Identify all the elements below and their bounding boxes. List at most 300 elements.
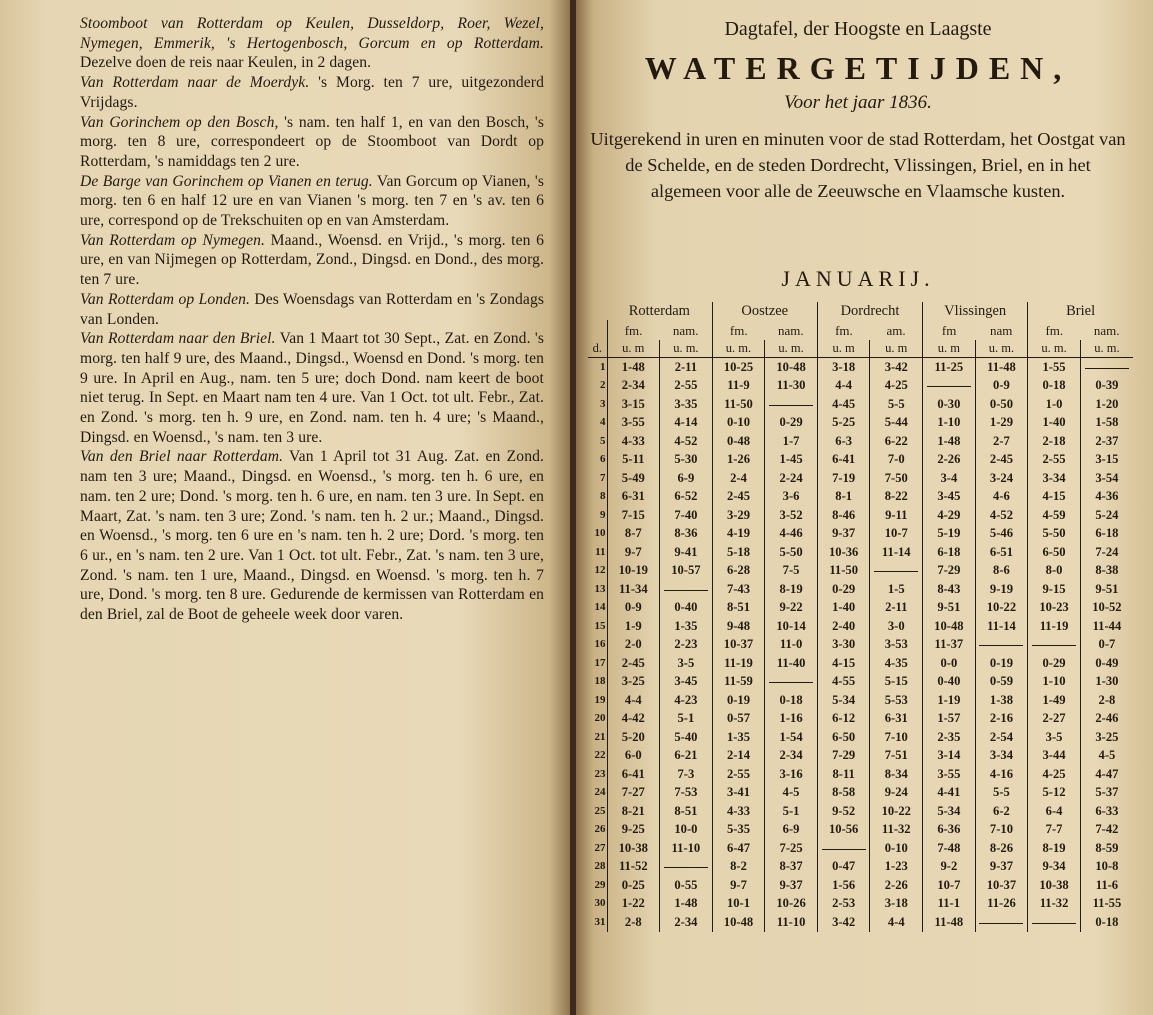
tide-time: 7-27 <box>607 784 660 803</box>
tide-time: 3-41 <box>712 784 765 803</box>
time-of-day-header: am. <box>886 322 906 338</box>
tide-time: 11-9 <box>712 377 765 396</box>
schedule-route-heading: De Barge van Gorinchem op Vianen en terug. <box>80 172 373 190</box>
tide-time: 0-0 <box>923 654 976 673</box>
tide-time: 6-18 <box>923 543 976 562</box>
dash-line <box>1032 645 1076 646</box>
tide-time: 8-46 <box>817 506 870 525</box>
day-column-header: d. <box>588 340 607 358</box>
tide-time: 6-21 <box>660 747 713 766</box>
tide-time: 11-25 <box>923 358 976 377</box>
tide-time: 11-50 <box>817 562 870 581</box>
tide-time: 5-35 <box>712 821 765 840</box>
day-number: 22 <box>594 749 606 762</box>
tide-time: 8-58 <box>817 784 870 803</box>
tide-time: 9-41 <box>660 543 713 562</box>
unit-header: u. m. <box>1028 340 1081 358</box>
tide-time: 11-59 <box>712 673 765 692</box>
unit-header: u. m <box>817 340 870 358</box>
schedule-paragraph <box>80 231 544 290</box>
tide-time: 7-50 <box>870 469 923 488</box>
month-heading: JANUARIJ. <box>781 266 935 291</box>
tide-time: 10-8 <box>1080 858 1133 877</box>
tide-time: 6-47 <box>712 839 765 858</box>
tide-time: 9-22 <box>765 599 818 618</box>
tide-time: 3-25 <box>607 673 660 692</box>
tide-time: 11-6 <box>1080 876 1133 895</box>
unit-header: u. m <box>607 340 660 358</box>
day-number: 19 <box>594 693 606 706</box>
tide-time: 6-50 <box>817 728 870 747</box>
tide-time: 11-55 <box>1080 895 1133 914</box>
dash-line <box>822 849 866 850</box>
day-number: 16 <box>594 638 606 651</box>
day-number: 31 <box>594 915 606 928</box>
tide-time: 5-19 <box>923 525 976 544</box>
tide-time: 4-45 <box>817 395 870 414</box>
tide-time: 1-10 <box>1028 673 1081 692</box>
table-row <box>588 636 1133 655</box>
time-of-day-header: nam. <box>1093 322 1120 338</box>
schedule-route-heading: Van Rotterdam op Londen. <box>80 290 250 308</box>
tide-time: 5-50 <box>1028 525 1081 544</box>
tide-time: 11-10 <box>660 839 713 858</box>
tide-time: 3-16 <box>765 765 818 784</box>
tide-time: 2-55 <box>712 765 765 784</box>
day-number: 17 <box>594 656 606 669</box>
unit-header: u. m. <box>660 340 713 358</box>
tide-time: 0-39 <box>1080 377 1133 396</box>
tide-time: 1-45 <box>765 451 818 470</box>
tide-time: 4-42 <box>607 710 660 729</box>
tide-time: 4-35 <box>870 654 923 673</box>
tide-time: 9-37 <box>975 858 1028 877</box>
tide-time: 4-46 <box>765 525 818 544</box>
no-tide-dash <box>870 562 923 581</box>
day-number: 21 <box>594 730 606 743</box>
day-number: 12 <box>594 564 606 577</box>
tide-time: 1-35 <box>660 617 713 636</box>
tide-time: 9-51 <box>1080 580 1133 599</box>
tide-time: 4-14 <box>660 414 713 433</box>
table-description: Uitgerekend in uren en minuten voor de stad Rotterdam, het Oostgat van de Schelde, en de steden Dordrecht, Vlissingen, Briel, en in het algemeen voor alle de Zeeuwsche en Vlaamsche kusten. <box>590 129 1126 201</box>
tide-time: 5-5 <box>975 784 1028 803</box>
tide-time: 4-5 <box>1080 747 1133 766</box>
tide-time: 3-24 <box>975 469 1028 488</box>
schedule-route-heading: Stoomboot van Rotterdam op Keulen, Dusseldorp, Roer, Wezel, Nymegen, Emmerik, 's Hertogenbosch, Gorcum en op Rotterdam. <box>80 15 544 52</box>
tide-time: 2-55 <box>660 377 713 396</box>
no-tide-dash <box>975 913 1028 932</box>
tide-time: 8-21 <box>607 802 660 821</box>
tide-time: 8-59 <box>1080 839 1133 858</box>
tide-time: 4-4 <box>817 377 870 396</box>
table-row <box>588 377 1133 396</box>
day-number: 2 <box>600 379 606 392</box>
tide-time: 5-11 <box>607 451 660 470</box>
tide-time: 3-25 <box>1080 728 1133 747</box>
day-number: 4 <box>600 416 606 429</box>
tide-time: 8-0 <box>1028 562 1081 581</box>
tide-time: 2-27 <box>1028 710 1081 729</box>
time-of-day-header: fm. <box>1028 320 1081 340</box>
tide-time: 5-44 <box>870 414 923 433</box>
tide-time: 7-42 <box>1080 821 1133 840</box>
tide-time: 4-25 <box>870 377 923 396</box>
location-header: Rotterdam <box>628 302 690 319</box>
tide-time: 3-42 <box>870 358 923 377</box>
schedule-paragraph <box>80 172 544 231</box>
tide-time: 11-26 <box>975 895 1028 914</box>
day-number: 5 <box>600 434 606 447</box>
time-of-day-header: nam. <box>672 322 699 338</box>
day-number: 9 <box>600 508 606 521</box>
tide-time: 9-52 <box>817 802 870 821</box>
tide-time: 1-40 <box>1028 414 1081 433</box>
tide-time: 7-3 <box>660 765 713 784</box>
tide-time: 4-5 <box>765 784 818 803</box>
table-row <box>588 617 1133 636</box>
time-of-day-header: fm <box>923 320 976 340</box>
tide-time: 9-19 <box>975 580 1028 599</box>
table-row <box>588 654 1133 673</box>
day-number: 26 <box>594 823 606 836</box>
tide-time: 3-55 <box>923 765 976 784</box>
tide-time: 1-23 <box>870 858 923 877</box>
tide-time: 0-7 <box>1080 636 1133 655</box>
table-row <box>588 913 1133 932</box>
tide-time: 9-2 <box>923 858 976 877</box>
tide-time: 1-16 <box>765 710 818 729</box>
table-row <box>588 876 1133 895</box>
tide-time: 2-16 <box>975 710 1028 729</box>
tide-time: 10-57 <box>660 562 713 581</box>
tide-time: 4-29 <box>923 506 976 525</box>
table-row <box>588 525 1133 544</box>
tide-time: 10-25 <box>712 358 765 377</box>
schedule-route-text: Dezelve doen de reis naar Keulen, in 2 dagen. <box>80 54 372 72</box>
no-tide-dash <box>923 377 976 396</box>
tide-time: 7-7 <box>1028 821 1081 840</box>
tide-time: 2-53 <box>817 895 870 914</box>
location-header-row <box>588 302 1133 320</box>
day-number: 20 <box>594 712 606 725</box>
no-tide-dash <box>765 395 818 414</box>
schedule-route-text: Van 1 April tot 31 Aug. Zat. en Zond. nam ten 3 ure; Maand., Dingsd. en Woensd., 's morg. ten h. 6 ure, en nam. ten 2 ure; Dond. 's morg. ten h. 6 ure, en nam. ten 3 ure. In Sept. en Maart, Zat. 's nam. ten 3 ure; Zond. 's nam. ten h. 2 ur.; Maand., Dingsd. en Woensd., 's morg. ten 6 ure en 's nam. ten h. 2 ure; Dord. 's morg. ten 6 ur., en 's nam. ten 2 ure. Van 1 Oct. tot ult. Febr., Zat. 's nam. ten 3 ure, Zond. 's nam. ten 1 ure, Maand., Dingsd. en Woensd. 's morg. ten h. 7 ure, Dond. 's morg. ten 8 ure. Gedurende de kermissen van Rotterdam en den Briel, zal de Boot de geheele week door varen. <box>80 448 544 624</box>
tide-time: 3-42 <box>817 913 870 932</box>
tide-time: 8-2 <box>712 858 765 877</box>
tide-time: 3-15 <box>1080 451 1133 470</box>
tide-time: 5-50 <box>765 543 818 562</box>
tide-time: 0-10 <box>712 414 765 433</box>
tide-time: 7-15 <box>607 506 660 525</box>
tide-time: 0-19 <box>975 654 1028 673</box>
tide-time: 7-25 <box>765 839 818 858</box>
schedule-paragraph <box>80 447 544 624</box>
tide-time: 4-47 <box>1080 765 1133 784</box>
schedule-paragraph <box>80 290 544 329</box>
tide-time: 4-4 <box>870 913 923 932</box>
unit-header: u. m. <box>975 340 1028 358</box>
tide-time: 8-6 <box>975 562 1028 581</box>
table-title-line1: Dagtafel, der Hoogste en Laagste <box>724 18 992 40</box>
schedule-route-heading: Van Rotterdam naar de Moerdyk. <box>80 74 310 92</box>
tide-time: 4-52 <box>660 432 713 451</box>
tide-time: 11-14 <box>870 543 923 562</box>
tide-time: 1-10 <box>923 414 976 433</box>
day-number: 1 <box>600 360 606 373</box>
tide-time: 5-37 <box>1080 784 1133 803</box>
tide-time: 10-23 <box>1028 599 1081 618</box>
tide-time: 0-18 <box>1080 913 1133 932</box>
day-number: 10 <box>594 527 606 540</box>
location-header: Vlissingen <box>923 302 1028 320</box>
table-row <box>588 747 1133 766</box>
tide-time: 10-38 <box>607 839 660 858</box>
tide-time: 7-29 <box>817 747 870 766</box>
tide-time: 7-24 <box>1080 543 1133 562</box>
tide-time: 10-0 <box>660 821 713 840</box>
tide-time: 2-45 <box>607 654 660 673</box>
tide-time: 6-41 <box>607 765 660 784</box>
tide-time: 4-4 <box>607 691 660 710</box>
location-header: Briel <box>1028 302 1133 320</box>
tide-time: 9-24 <box>870 784 923 803</box>
day-number: 30 <box>594 897 606 910</box>
tide-time: 1-30 <box>1080 673 1133 692</box>
tide-time: 4-16 <box>975 765 1028 784</box>
no-tide-dash <box>817 839 870 858</box>
time-of-day-header: nam <box>990 322 1013 338</box>
day-number: 8 <box>600 490 606 503</box>
tide-time: 11-10 <box>765 913 818 932</box>
tide-time: 7-43 <box>712 580 765 599</box>
tide-time: 4-33 <box>607 432 660 451</box>
tide-time: 9-34 <box>1028 858 1081 877</box>
schedule-route-heading: Van Rotterdam op Nymegen. <box>80 231 266 249</box>
left-page <box>0 0 572 1015</box>
tide-time: 3-5 <box>1028 728 1081 747</box>
table-row <box>588 432 1133 451</box>
schedule-route-text: Maand., Woensd. en Vrijd., 's morg. ten 6 ure, en van Nijmegen op Rotterdam, Zond., Dingsd. en Dond., des morg. ten 7 ure. <box>80 231 544 289</box>
tide-time: 0-47 <box>817 858 870 877</box>
tide-time: 3-0 <box>870 617 923 636</box>
day-number: 7 <box>600 471 606 484</box>
tide-time: 9-15 <box>1028 580 1081 599</box>
year-line: Voor het jaar 1836. <box>784 92 932 113</box>
tide-time: 0-48 <box>712 432 765 451</box>
tide-time: 7-5 <box>765 562 818 581</box>
tide-time: 11-30 <box>765 377 818 396</box>
tide-time: 10-7 <box>870 525 923 544</box>
day-number: 18 <box>594 675 606 688</box>
tide-time: 3-55 <box>607 414 660 433</box>
tide-time: 1-48 <box>607 358 660 377</box>
tide-time: 4-19 <box>712 525 765 544</box>
day-number: 23 <box>594 767 606 780</box>
tide-time: 1-29 <box>975 414 1028 433</box>
table-row <box>588 784 1133 803</box>
tide-time: 11-14 <box>975 617 1028 636</box>
tide-time: 2-23 <box>660 636 713 655</box>
tide-time: 8-19 <box>765 580 818 599</box>
tide-time: 6-2 <box>975 802 1028 821</box>
tide-time: 0-57 <box>712 710 765 729</box>
table-row <box>588 802 1133 821</box>
tide-time: 7-0 <box>870 451 923 470</box>
tide-time: 9-51 <box>923 599 976 618</box>
tide-time: 0-25 <box>607 876 660 895</box>
tide-time: 7-48 <box>923 839 976 858</box>
table-row <box>588 562 1133 581</box>
tide-time: 8-26 <box>975 839 1028 858</box>
unit-header: u. m. <box>1080 340 1133 358</box>
tide-time: 3-6 <box>765 488 818 507</box>
tide-time: 11-32 <box>1028 895 1081 914</box>
tide-table-body <box>588 358 1133 932</box>
tide-time: 2-35 <box>923 728 976 747</box>
day-number: 28 <box>594 860 606 873</box>
schedule-route-heading: Van Gorinchem op den Bosch, <box>80 113 279 131</box>
tide-time: 4-15 <box>1028 488 1081 507</box>
schedule-text <box>80 14 544 625</box>
tide-time: 6-31 <box>870 710 923 729</box>
tide-time: 8-38 <box>1080 562 1133 581</box>
tide-time: 11-40 <box>765 654 818 673</box>
tide-time: 3-18 <box>870 895 923 914</box>
tide-time: 5-12 <box>1028 784 1081 803</box>
tide-time: 0-30 <box>923 395 976 414</box>
dash-line <box>979 923 1023 924</box>
tide-time: 10-26 <box>765 895 818 914</box>
tide-time: 4-52 <box>975 506 1028 525</box>
tide-time: 8-51 <box>660 802 713 821</box>
dash-line <box>979 645 1023 646</box>
tide-time: 5-24 <box>1080 506 1133 525</box>
tide-time: 0-29 <box>1028 654 1081 673</box>
tide-time: 7-40 <box>660 506 713 525</box>
tide-time: 10-48 <box>923 617 976 636</box>
schedule-paragraph <box>80 329 544 447</box>
dash-line <box>769 405 813 406</box>
tide-time: 2-46 <box>1080 710 1133 729</box>
tide-time: 1-40 <box>817 599 870 618</box>
tide-time: 3-34 <box>1028 469 1081 488</box>
tide-time: 1-48 <box>660 895 713 914</box>
tide-time: 1-19 <box>923 691 976 710</box>
tide-time: 11-19 <box>712 654 765 673</box>
dash-line <box>1085 368 1129 369</box>
tide-time: 0-49 <box>1080 654 1133 673</box>
tide-time: 0-50 <box>975 395 1028 414</box>
tide-time: 6-52 <box>660 488 713 507</box>
table-row <box>588 469 1133 488</box>
tide-time: 0-59 <box>975 673 1028 692</box>
dash-line <box>769 682 813 683</box>
schedule-route-heading: Van den Briel naar Rotterdam. <box>80 448 284 466</box>
tide-time: 11-34 <box>607 580 660 599</box>
unit-header: u. m <box>923 340 976 358</box>
tide-time: 6-33 <box>1080 802 1133 821</box>
day-number: 14 <box>594 601 606 614</box>
tide-time: 10-19 <box>607 562 660 581</box>
tide-time: 0-40 <box>923 673 976 692</box>
tide-time: 8-19 <box>1028 839 1081 858</box>
tide-time: 5-53 <box>870 691 923 710</box>
table-row <box>588 506 1133 525</box>
schedule-route-text: Van Gorcum op Vianen, 's morg. ten 6 en half 12 ure en van Vianen 's morg. ten 7 en 's av. ten 6 ure, correspond op de Trekschuiten op en van Amsterdam. <box>80 172 545 230</box>
tide-time: 8-11 <box>817 765 870 784</box>
tide-time: 10-7 <box>923 876 976 895</box>
tide-time: 5-1 <box>765 802 818 821</box>
tide-time: 6-3 <box>817 432 870 451</box>
table-row <box>588 673 1133 692</box>
tide-time: 3-45 <box>923 488 976 507</box>
tide-time: 3-29 <box>712 506 765 525</box>
tide-time: 5-25 <box>817 414 870 433</box>
tide-time: 10-14 <box>765 617 818 636</box>
tide-time: 2-26 <box>923 451 976 470</box>
tide-time: 2-54 <box>975 728 1028 747</box>
tide-time: 3-44 <box>1028 747 1081 766</box>
tide-time: 11-19 <box>1028 617 1081 636</box>
tide-time: 3-18 <box>817 358 870 377</box>
tide-time: 3-52 <box>765 506 818 525</box>
tide-time: 2-7 <box>975 432 1028 451</box>
tide-time: 5-20 <box>607 728 660 747</box>
time-of-day-header: fm. <box>712 320 765 340</box>
tide-time: 2-34 <box>765 747 818 766</box>
tide-time: 3-30 <box>817 636 870 655</box>
tide-time: 6-31 <box>607 488 660 507</box>
tide-time: 11-32 <box>870 821 923 840</box>
day-number: 11 <box>595 545 606 558</box>
table-row <box>588 451 1133 470</box>
tide-time: 4-33 <box>712 802 765 821</box>
tide-time: 0-55 <box>660 876 713 895</box>
tide-time: 6-51 <box>975 543 1028 562</box>
tide-time: 7-53 <box>660 784 713 803</box>
tide-time: 6-28 <box>712 562 765 581</box>
no-tide-dash <box>765 673 818 692</box>
tide-time: 11-1 <box>923 895 976 914</box>
tide-time: 3-54 <box>1080 469 1133 488</box>
tide-time: 8-22 <box>870 488 923 507</box>
tide-time: 5-30 <box>660 451 713 470</box>
tide-time: 9-7 <box>712 876 765 895</box>
tide-time: 6-50 <box>1028 543 1081 562</box>
tide-time: 2-11 <box>870 599 923 618</box>
no-tide-dash <box>975 636 1028 655</box>
tide-time: 1-56 <box>817 876 870 895</box>
tide-time: 2-45 <box>712 488 765 507</box>
tide-time: 6-0 <box>607 747 660 766</box>
table-row <box>588 691 1133 710</box>
tide-time: 6-22 <box>870 432 923 451</box>
tide-time: 2-55 <box>1028 451 1081 470</box>
tide-time: 7-19 <box>817 469 870 488</box>
tide-time: 10-22 <box>870 802 923 821</box>
schedule-route-text: Des Woensdags van Rotterdam en 's Zondags van Londen. <box>80 290 545 328</box>
location-header: Oostzee <box>712 302 817 320</box>
tide-time: 1-0 <box>1028 395 1081 414</box>
table-row <box>588 414 1133 433</box>
tide-time: 2-0 <box>607 636 660 655</box>
tide-time: 8-43 <box>923 580 976 599</box>
table-row <box>588 895 1133 914</box>
schedule-paragraph <box>80 73 544 112</box>
tide-time: 1-5 <box>870 580 923 599</box>
time-of-day-header: fm. <box>607 320 660 340</box>
